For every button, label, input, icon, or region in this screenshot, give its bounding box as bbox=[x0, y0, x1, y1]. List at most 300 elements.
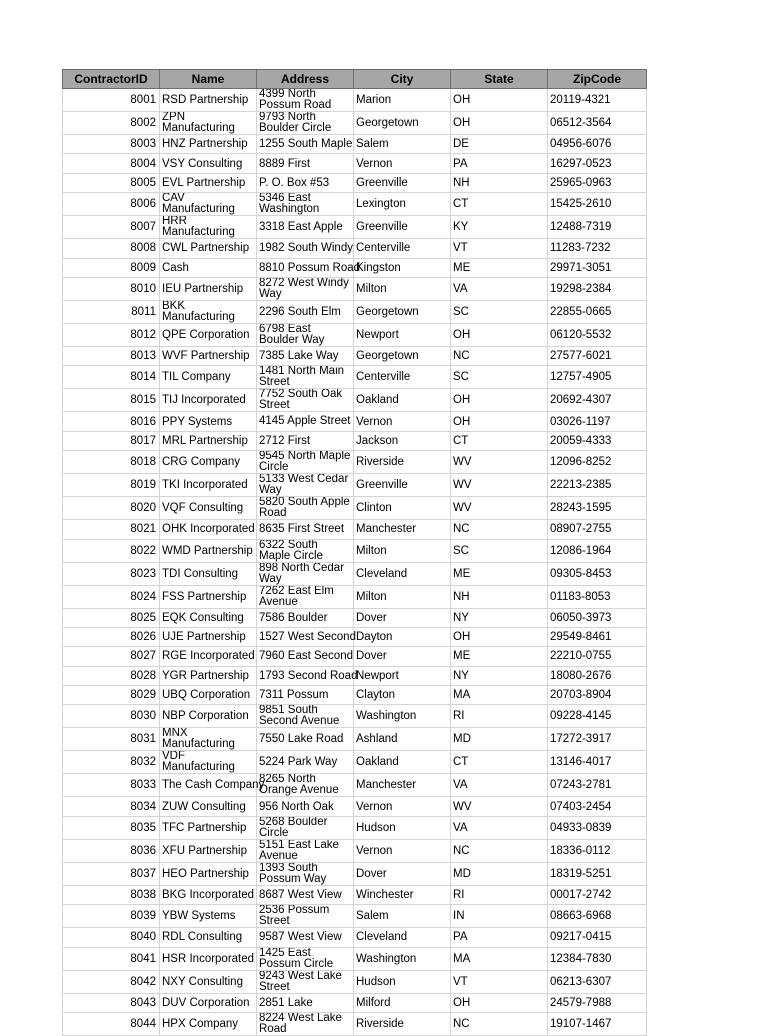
table-row bbox=[63, 562, 647, 585]
cell-state[interactable]: MD bbox=[451, 862, 548, 885]
cell-city[interactable]: Greenville bbox=[354, 173, 451, 192]
cell-state[interactable]: OH bbox=[451, 412, 548, 431]
cell-city[interactable]: Milford bbox=[354, 993, 451, 1012]
cell-address[interactable]: 4399 North Possum Road bbox=[257, 89, 354, 112]
cell-contractorid[interactable]: 8003 bbox=[63, 135, 160, 154]
cell-name[interactable]: WVF Partnership bbox=[160, 346, 257, 365]
cell-state[interactable]: NC bbox=[451, 1013, 548, 1036]
cell-address[interactable]: 1393 South Possum Way bbox=[257, 862, 354, 885]
cell-zipcode[interactable]: 27577-6021 bbox=[548, 346, 647, 365]
cell-address[interactable]: 8272 West Windy Way bbox=[257, 277, 354, 300]
cell-contractorid[interactable]: 8037 bbox=[63, 862, 160, 885]
cell-address[interactable]: 5346 East Washington bbox=[257, 193, 354, 216]
cell-state[interactable]: VT bbox=[451, 239, 548, 258]
cell-name[interactable]: RGE Incorporated bbox=[160, 647, 257, 666]
cell-state[interactable]: WV bbox=[451, 451, 548, 474]
cell-zipcode[interactable]: 22855-0665 bbox=[548, 300, 647, 323]
cell-city[interactable]: Jackson bbox=[354, 431, 451, 450]
table-row bbox=[63, 862, 647, 885]
cell-contractorid[interactable]: 8031 bbox=[63, 728, 160, 751]
table-row bbox=[63, 112, 647, 135]
cell-state[interactable]: MD bbox=[451, 728, 548, 751]
table-row bbox=[63, 627, 647, 646]
cell-zipcode[interactable]: 15425-2610 bbox=[548, 193, 647, 216]
cell-name[interactable]: IEU Partnership bbox=[160, 277, 257, 300]
cell-address[interactable]: P. O. Box #53 bbox=[257, 173, 354, 192]
table-row bbox=[63, 970, 647, 993]
cell-city[interactable]: Centerville bbox=[354, 239, 451, 258]
cell-name[interactable]: CAV Manufacturing bbox=[160, 193, 257, 216]
cell-address[interactable]: 2296 South Elm bbox=[257, 300, 354, 323]
cell-name[interactable]: HNZ Partnership bbox=[160, 135, 257, 154]
cell-name[interactable]: TIL Company bbox=[160, 366, 257, 389]
cell-address[interactable]: 8889 First bbox=[257, 154, 354, 173]
cell-zipcode[interactable]: 12488-7319 bbox=[548, 216, 647, 239]
cell-state[interactable]: NC bbox=[451, 346, 548, 365]
cell-city[interactable]: Milton bbox=[354, 539, 451, 562]
cell-zipcode[interactable]: 22213-2385 bbox=[548, 474, 647, 497]
cell-contractorid[interactable]: 8032 bbox=[63, 751, 160, 774]
cell-city[interactable]: Kingston bbox=[354, 258, 451, 277]
cell-city[interactable]: Riverside bbox=[354, 451, 451, 474]
cell-city[interactable]: Clayton bbox=[354, 686, 451, 705]
cell-city[interactable]: Vernon bbox=[354, 797, 451, 816]
cell-name[interactable]: NXY Consulting bbox=[160, 970, 257, 993]
cell-contractorid[interactable]: 8022 bbox=[63, 539, 160, 562]
cell-zipcode[interactable]: 07243-2781 bbox=[548, 774, 647, 797]
cell-name[interactable]: ZPN Manufacturing bbox=[160, 112, 257, 135]
cell-city[interactable]: Newport bbox=[354, 666, 451, 685]
cell-address[interactable]: 1982 South Windy bbox=[257, 239, 354, 258]
cell-zipcode[interactable]: 29971-3051 bbox=[548, 258, 647, 277]
cell-name[interactable]: VDF Manufacturing bbox=[160, 751, 257, 774]
cell-contractorid[interactable]: 8028 bbox=[63, 666, 160, 685]
table-row bbox=[63, 412, 647, 431]
cell-city[interactable]: Marion bbox=[354, 89, 451, 112]
table-row bbox=[63, 277, 647, 300]
cell-contractorid[interactable]: 8042 bbox=[63, 970, 160, 993]
cell-name[interactable]: VSY Consulting bbox=[160, 154, 257, 173]
cell-contractorid[interactable]: 8014 bbox=[63, 366, 160, 389]
cell-name[interactable]: HRR Manufacturing bbox=[160, 216, 257, 239]
cell-zipcode[interactable]: 12384-7830 bbox=[548, 947, 647, 970]
cell-zipcode[interactable]: 09305-8453 bbox=[548, 562, 647, 585]
cell-state[interactable]: VA bbox=[451, 816, 548, 839]
cell-name[interactable]: WMD Partnership bbox=[160, 539, 257, 562]
cell-state[interactable]: VA bbox=[451, 774, 548, 797]
cell-zipcode[interactable]: 18336-0112 bbox=[548, 839, 647, 862]
cell-city[interactable]: Centerville bbox=[354, 366, 451, 389]
cell-city[interactable]: Newport bbox=[354, 323, 451, 346]
table-row bbox=[63, 608, 647, 627]
cell-zipcode[interactable]: 06050-3973 bbox=[548, 608, 647, 627]
cell-state[interactable]: ME bbox=[451, 647, 548, 666]
cell-name[interactable]: BKK Manufacturing bbox=[160, 300, 257, 323]
header-contractorid: ContractorID bbox=[63, 70, 160, 89]
cell-name[interactable]: YGR Partnership bbox=[160, 666, 257, 685]
cell-state[interactable]: CT bbox=[451, 431, 548, 450]
cell-address[interactable]: 1425 East Possum Circle bbox=[257, 947, 354, 970]
cell-name[interactable]: MNX Manufacturing bbox=[160, 728, 257, 751]
cell-contractorid[interactable]: 8030 bbox=[63, 705, 160, 728]
table-row bbox=[63, 346, 647, 365]
cell-contractorid[interactable]: 8004 bbox=[63, 154, 160, 173]
cell-state[interactable]: RI bbox=[451, 885, 548, 904]
cell-city[interactable]: Milton bbox=[354, 585, 451, 608]
cell-contractorid[interactable]: 8033 bbox=[63, 774, 160, 797]
cell-contractorid[interactable]: 8005 bbox=[63, 173, 160, 192]
cell-city[interactable]: Georgetown bbox=[354, 112, 451, 135]
cell-city[interactable]: Cleveland bbox=[354, 928, 451, 947]
cell-zipcode[interactable]: 12757-4905 bbox=[548, 366, 647, 389]
cell-zipcode[interactable]: 24579-7988 bbox=[548, 993, 647, 1012]
cell-address[interactable]: 956 North Oak bbox=[257, 797, 354, 816]
cell-city[interactable]: Manchester bbox=[354, 520, 451, 539]
cell-city[interactable]: Vernon bbox=[354, 154, 451, 173]
cell-zipcode[interactable]: 08907-2755 bbox=[548, 520, 647, 539]
cell-contractorid[interactable]: 8006 bbox=[63, 193, 160, 216]
cell-name[interactable]: The Cash Company bbox=[160, 774, 257, 797]
cell-state[interactable]: VT bbox=[451, 970, 548, 993]
cell-name[interactable]: FSS Partnership bbox=[160, 585, 257, 608]
cell-zipcode[interactable]: 09217-0415 bbox=[548, 928, 647, 947]
cell-contractorid[interactable]: 8041 bbox=[63, 947, 160, 970]
table-row bbox=[63, 885, 647, 904]
cell-city[interactable]: Ashland bbox=[354, 728, 451, 751]
cell-contractorid[interactable]: 8013 bbox=[63, 346, 160, 365]
cell-state[interactable]: ME bbox=[451, 562, 548, 585]
cell-address[interactable]: 8265 North Orange Avenue bbox=[257, 774, 354, 797]
cell-contractorid[interactable]: 8029 bbox=[63, 686, 160, 705]
cell-city[interactable]: Cleveland bbox=[354, 562, 451, 585]
cell-name[interactable]: HEO Partnership bbox=[160, 862, 257, 885]
cell-name[interactable]: TDI Consulting bbox=[160, 562, 257, 585]
cell-contractorid[interactable]: 8039 bbox=[63, 905, 160, 928]
cell-state[interactable]: OH bbox=[451, 112, 548, 135]
cell-city[interactable]: Greenville bbox=[354, 216, 451, 239]
cell-name[interactable]: OHK Incorporated bbox=[160, 520, 257, 539]
cell-city[interactable]: Milton bbox=[354, 277, 451, 300]
cell-state[interactable]: ME bbox=[451, 258, 548, 277]
cell-state[interactable]: NC bbox=[451, 520, 548, 539]
cell-name[interactable]: RDL Consulting bbox=[160, 928, 257, 947]
cell-state[interactable]: CT bbox=[451, 193, 548, 216]
cell-address[interactable]: 8635 First Street bbox=[257, 520, 354, 539]
cell-name[interactable]: Cash bbox=[160, 258, 257, 277]
cell-city[interactable]: Washington bbox=[354, 705, 451, 728]
cell-name[interactable]: XFU Partnership bbox=[160, 839, 257, 862]
cell-zipcode[interactable]: 25965-0963 bbox=[548, 173, 647, 192]
cell-zipcode[interactable]: 20692-4307 bbox=[548, 389, 647, 412]
cell-zipcode[interactable]: 20119-4321 bbox=[548, 89, 647, 112]
cell-state[interactable]: OH bbox=[451, 993, 548, 1012]
header-city: City bbox=[354, 70, 451, 89]
cell-city[interactable]: Washington bbox=[354, 947, 451, 970]
cell-name[interactable]: MRL Partnership bbox=[160, 431, 257, 450]
cell-state[interactable]: PA bbox=[451, 928, 548, 947]
cell-name[interactable]: PPY Systems bbox=[160, 412, 257, 431]
cell-state[interactable]: NC bbox=[451, 839, 548, 862]
cell-address[interactable]: 6798 East Boulder Way bbox=[257, 323, 354, 346]
table-row bbox=[63, 135, 647, 154]
cell-city[interactable]: Riverside bbox=[354, 1013, 451, 1036]
cell-zipcode[interactable]: 20703-8904 bbox=[548, 686, 647, 705]
cell-name[interactable]: EVL Partnership bbox=[160, 173, 257, 192]
spreadsheet bbox=[62, 69, 647, 1036]
cell-address[interactable]: 898 North Cedar Way bbox=[257, 562, 354, 585]
cell-state[interactable]: DE bbox=[451, 135, 548, 154]
cell-zipcode[interactable]: 07403-2454 bbox=[548, 797, 647, 816]
cell-city[interactable]: Manchester bbox=[354, 774, 451, 797]
cell-state[interactable]: WV bbox=[451, 474, 548, 497]
cell-state[interactable]: OH bbox=[451, 389, 548, 412]
cell-zipcode[interactable]: 08663-6968 bbox=[548, 905, 647, 928]
cell-address[interactable]: 1481 North Main Street bbox=[257, 366, 354, 389]
table-row bbox=[63, 154, 647, 173]
cell-contractorid[interactable]: 8034 bbox=[63, 797, 160, 816]
cell-zipcode[interactable]: 04933-0839 bbox=[548, 816, 647, 839]
cell-city[interactable]: Vernon bbox=[354, 412, 451, 431]
cell-state[interactable]: VA bbox=[451, 277, 548, 300]
cell-contractorid[interactable]: 8011 bbox=[63, 300, 160, 323]
cell-city[interactable]: Salem bbox=[354, 905, 451, 928]
header-name: Name bbox=[160, 70, 257, 89]
cell-name[interactable]: TIJ Incorporated bbox=[160, 389, 257, 412]
table-row bbox=[63, 751, 647, 774]
cell-contractorid[interactable]: 8012 bbox=[63, 323, 160, 346]
cell-contractorid[interactable]: 8021 bbox=[63, 520, 160, 539]
cell-address[interactable]: 3318 East Apple bbox=[257, 216, 354, 239]
cell-city[interactable]: Dover bbox=[354, 647, 451, 666]
cell-contractorid[interactable]: 8038 bbox=[63, 885, 160, 904]
cell-zipcode[interactable]: 01183-8053 bbox=[548, 585, 647, 608]
cell-zipcode[interactable]: 20059-4333 bbox=[548, 431, 647, 450]
cell-contractorid[interactable]: 8016 bbox=[63, 412, 160, 431]
table-row bbox=[63, 993, 647, 1012]
cell-contractorid[interactable]: 8009 bbox=[63, 258, 160, 277]
header-row bbox=[63, 70, 647, 89]
cell-contractorid[interactable]: 8024 bbox=[63, 585, 160, 608]
cell-state[interactable]: NH bbox=[451, 173, 548, 192]
table-row bbox=[63, 173, 647, 192]
cell-name[interactable]: HSR Incorporated bbox=[160, 947, 257, 970]
cell-zipcode[interactable]: 16297-0523 bbox=[548, 154, 647, 173]
cell-name[interactable]: VQF Consulting bbox=[160, 497, 257, 520]
cell-state[interactable]: MA bbox=[451, 686, 548, 705]
cell-zipcode[interactable]: 12086-1964 bbox=[548, 539, 647, 562]
cell-state[interactable]: NY bbox=[451, 666, 548, 685]
cell-address[interactable]: 7311 Possum bbox=[257, 686, 354, 705]
table-row bbox=[63, 431, 647, 450]
cell-zipcode[interactable]: 06120-5532 bbox=[548, 323, 647, 346]
cell-zipcode[interactable]: 04956-6076 bbox=[548, 135, 647, 154]
cell-address[interactable]: 2536 Possum Street bbox=[257, 905, 354, 928]
cell-name[interactable]: CRG Company bbox=[160, 451, 257, 474]
cell-city[interactable]: Clinton bbox=[354, 497, 451, 520]
cell-address[interactable]: 5224 Park Way bbox=[257, 751, 354, 774]
cell-contractorid[interactable]: 8015 bbox=[63, 389, 160, 412]
cell-name[interactable]: UJE Partnership bbox=[160, 627, 257, 646]
cell-address[interactable]: 1527 West Second bbox=[257, 627, 354, 646]
cell-address[interactable]: 1255 South Maple bbox=[257, 135, 354, 154]
cell-city[interactable]: Winchester bbox=[354, 885, 451, 904]
cell-contractorid[interactable]: 8026 bbox=[63, 627, 160, 646]
cell-name[interactable]: EQK Consulting bbox=[160, 608, 257, 627]
cell-zipcode[interactable]: 19298-2384 bbox=[548, 277, 647, 300]
cell-state[interactable]: PA bbox=[451, 154, 548, 173]
cell-contractorid[interactable]: 8019 bbox=[63, 474, 160, 497]
cell-city[interactable]: Vernon bbox=[354, 839, 451, 862]
table-row bbox=[63, 323, 647, 346]
cell-address[interactable]: 8687 West View bbox=[257, 885, 354, 904]
cell-zipcode[interactable]: 11283-7232 bbox=[548, 239, 647, 258]
cell-name[interactable]: HPX Company bbox=[160, 1013, 257, 1036]
cell-name[interactable]: UBQ Corporation bbox=[160, 686, 257, 705]
cell-city[interactable]: Lexington bbox=[354, 193, 451, 216]
cell-name[interactable]: BKG Incorporated bbox=[160, 885, 257, 904]
cell-zipcode[interactable]: 13146-4017 bbox=[548, 751, 647, 774]
cell-state[interactable]: OH bbox=[451, 627, 548, 646]
cell-address[interactable]: 9793 North Boulder Circle bbox=[257, 112, 354, 135]
cell-state[interactable]: CT bbox=[451, 751, 548, 774]
cell-zipcode[interactable]: 29549-8461 bbox=[548, 627, 647, 646]
cell-city[interactable]: Hudson bbox=[354, 970, 451, 993]
cell-contractorid[interactable]: 8001 bbox=[63, 89, 160, 112]
table-row bbox=[63, 539, 647, 562]
cell-state[interactable]: OH bbox=[451, 323, 548, 346]
cell-name[interactable]: TKI Incorporated bbox=[160, 474, 257, 497]
cell-city[interactable]: Oakland bbox=[354, 389, 451, 412]
cell-zipcode[interactable]: 06512-3564 bbox=[548, 112, 647, 135]
cell-address[interactable]: 2712 First bbox=[257, 431, 354, 450]
cell-address[interactable]: 5820 South Apple Road bbox=[257, 497, 354, 520]
cell-address[interactable]: 2851 Lake bbox=[257, 993, 354, 1012]
cell-address[interactable]: 9851 South Second Avenue bbox=[257, 705, 354, 728]
cell-name[interactable]: QPE Corporation bbox=[160, 323, 257, 346]
cell-address[interactable]: 8224 West Lake Road bbox=[257, 1013, 354, 1036]
cell-zipcode[interactable]: 03026-1197 bbox=[548, 412, 647, 431]
cell-address[interactable]: 8810 Possum Road bbox=[257, 258, 354, 277]
table-row bbox=[63, 497, 647, 520]
cell-name[interactable]: TFC Partnership bbox=[160, 816, 257, 839]
cell-zipcode[interactable]: 18319-5251 bbox=[548, 862, 647, 885]
cell-state[interactable]: NH bbox=[451, 585, 548, 608]
cell-address[interactable]: 9243 West Lake Street bbox=[257, 970, 354, 993]
table-row bbox=[63, 239, 647, 258]
cell-zipcode[interactable]: 28243-1595 bbox=[548, 497, 647, 520]
cell-address[interactable]: 7960 East Second bbox=[257, 647, 354, 666]
cell-name[interactable]: CWL Partnership bbox=[160, 239, 257, 258]
table-row bbox=[63, 216, 647, 239]
cell-name[interactable]: ZUW Consulting bbox=[160, 797, 257, 816]
cell-contractorid[interactable]: 8008 bbox=[63, 239, 160, 258]
cell-address[interactable]: 1793 Second Road bbox=[257, 666, 354, 685]
cell-city[interactable]: Greenville bbox=[354, 474, 451, 497]
cell-address[interactable]: 5133 West Cedar Way bbox=[257, 474, 354, 497]
cell-contractorid[interactable]: 8010 bbox=[63, 277, 160, 300]
cell-address[interactable]: 5151 East Lake Avenue bbox=[257, 839, 354, 862]
header-zipcode: ZipCode bbox=[548, 70, 647, 89]
cell-contractorid[interactable]: 8018 bbox=[63, 451, 160, 474]
cell-address[interactable]: 7385 Lake Way bbox=[257, 346, 354, 365]
cell-name[interactable]: DUV Corporation bbox=[160, 993, 257, 1012]
cell-contractorid[interactable]: 8036 bbox=[63, 839, 160, 862]
contractor-table bbox=[62, 69, 647, 1036]
cell-zipcode[interactable]: 18080-2676 bbox=[548, 666, 647, 685]
cell-contractorid[interactable]: 8027 bbox=[63, 647, 160, 666]
cell-name[interactable]: YBW Systems bbox=[160, 905, 257, 928]
cell-zipcode[interactable]: 06213-6307 bbox=[548, 970, 647, 993]
cell-contractorid[interactable]: 8043 bbox=[63, 993, 160, 1012]
cell-address[interactable]: 7586 Boulder bbox=[257, 608, 354, 627]
cell-zipcode[interactable]: 12096-8252 bbox=[548, 451, 647, 474]
cell-city[interactable]: Hudson bbox=[354, 816, 451, 839]
cell-state[interactable]: SC bbox=[451, 539, 548, 562]
cell-name[interactable]: RSD Partnership bbox=[160, 89, 257, 112]
cell-city[interactable]: Georgetown bbox=[354, 300, 451, 323]
cell-state[interactable]: WV bbox=[451, 497, 548, 520]
table-row bbox=[63, 797, 647, 816]
cell-state[interactable]: WV bbox=[451, 797, 548, 816]
cell-state[interactable]: IN bbox=[451, 905, 548, 928]
cell-address[interactable]: 9545 North Maple Circle bbox=[257, 451, 354, 474]
cell-state[interactable]: KY bbox=[451, 216, 548, 239]
cell-name[interactable]: NBP Corporation bbox=[160, 705, 257, 728]
cell-contractorid[interactable]: 8007 bbox=[63, 216, 160, 239]
cell-contractorid[interactable]: 8002 bbox=[63, 112, 160, 135]
cell-zipcode[interactable]: 00017-2742 bbox=[548, 885, 647, 904]
cell-state[interactable]: MA bbox=[451, 947, 548, 970]
cell-state[interactable]: RI bbox=[451, 705, 548, 728]
cell-address[interactable]: 7752 South Oak Street bbox=[257, 389, 354, 412]
table-row bbox=[63, 389, 647, 412]
cell-city[interactable]: Salem bbox=[354, 135, 451, 154]
cell-city[interactable]: Oakland bbox=[354, 751, 451, 774]
cell-contractorid[interactable]: 8017 bbox=[63, 431, 160, 450]
cell-address[interactable]: 4145 Apple Street bbox=[257, 412, 354, 431]
cell-city[interactable]: Georgetown bbox=[354, 346, 451, 365]
table-row bbox=[63, 839, 647, 862]
table-row bbox=[63, 705, 647, 728]
table-row bbox=[63, 89, 647, 112]
cell-contractorid[interactable]: 8035 bbox=[63, 816, 160, 839]
cell-city[interactable]: Dover bbox=[354, 608, 451, 627]
cell-address[interactable]: 5268 Boulder Circle bbox=[257, 816, 354, 839]
cell-contractorid[interactable]: 8025 bbox=[63, 608, 160, 627]
cell-state[interactable]: SC bbox=[451, 300, 548, 323]
cell-zipcode[interactable]: 19107-1467 bbox=[548, 1013, 647, 1036]
cell-address[interactable]: 9587 West View bbox=[257, 928, 354, 947]
cell-state[interactable]: SC bbox=[451, 366, 548, 389]
cell-zipcode[interactable]: 17272-3917 bbox=[548, 728, 647, 751]
cell-contractorid[interactable]: 8040 bbox=[63, 928, 160, 947]
cell-state[interactable]: NY bbox=[451, 608, 548, 627]
cell-zipcode[interactable]: 09228-4145 bbox=[548, 705, 647, 728]
cell-contractorid[interactable]: 8020 bbox=[63, 497, 160, 520]
cell-address[interactable]: 6322 South Maple Circle bbox=[257, 539, 354, 562]
cell-state[interactable]: OH bbox=[451, 89, 548, 112]
table-body bbox=[63, 89, 647, 1036]
cell-address[interactable]: 7262 East Elm Avenue bbox=[257, 585, 354, 608]
cell-city[interactable]: Dayton bbox=[354, 627, 451, 646]
cell-city[interactable]: Dover bbox=[354, 862, 451, 885]
cell-zipcode[interactable]: 22210-0755 bbox=[548, 647, 647, 666]
cell-address[interactable]: 7550 Lake Road bbox=[257, 728, 354, 751]
table-row bbox=[63, 666, 647, 685]
table-row bbox=[63, 728, 647, 751]
cell-contractorid[interactable]: 8044 bbox=[63, 1013, 160, 1036]
cell-contractorid[interactable]: 8023 bbox=[63, 562, 160, 585]
